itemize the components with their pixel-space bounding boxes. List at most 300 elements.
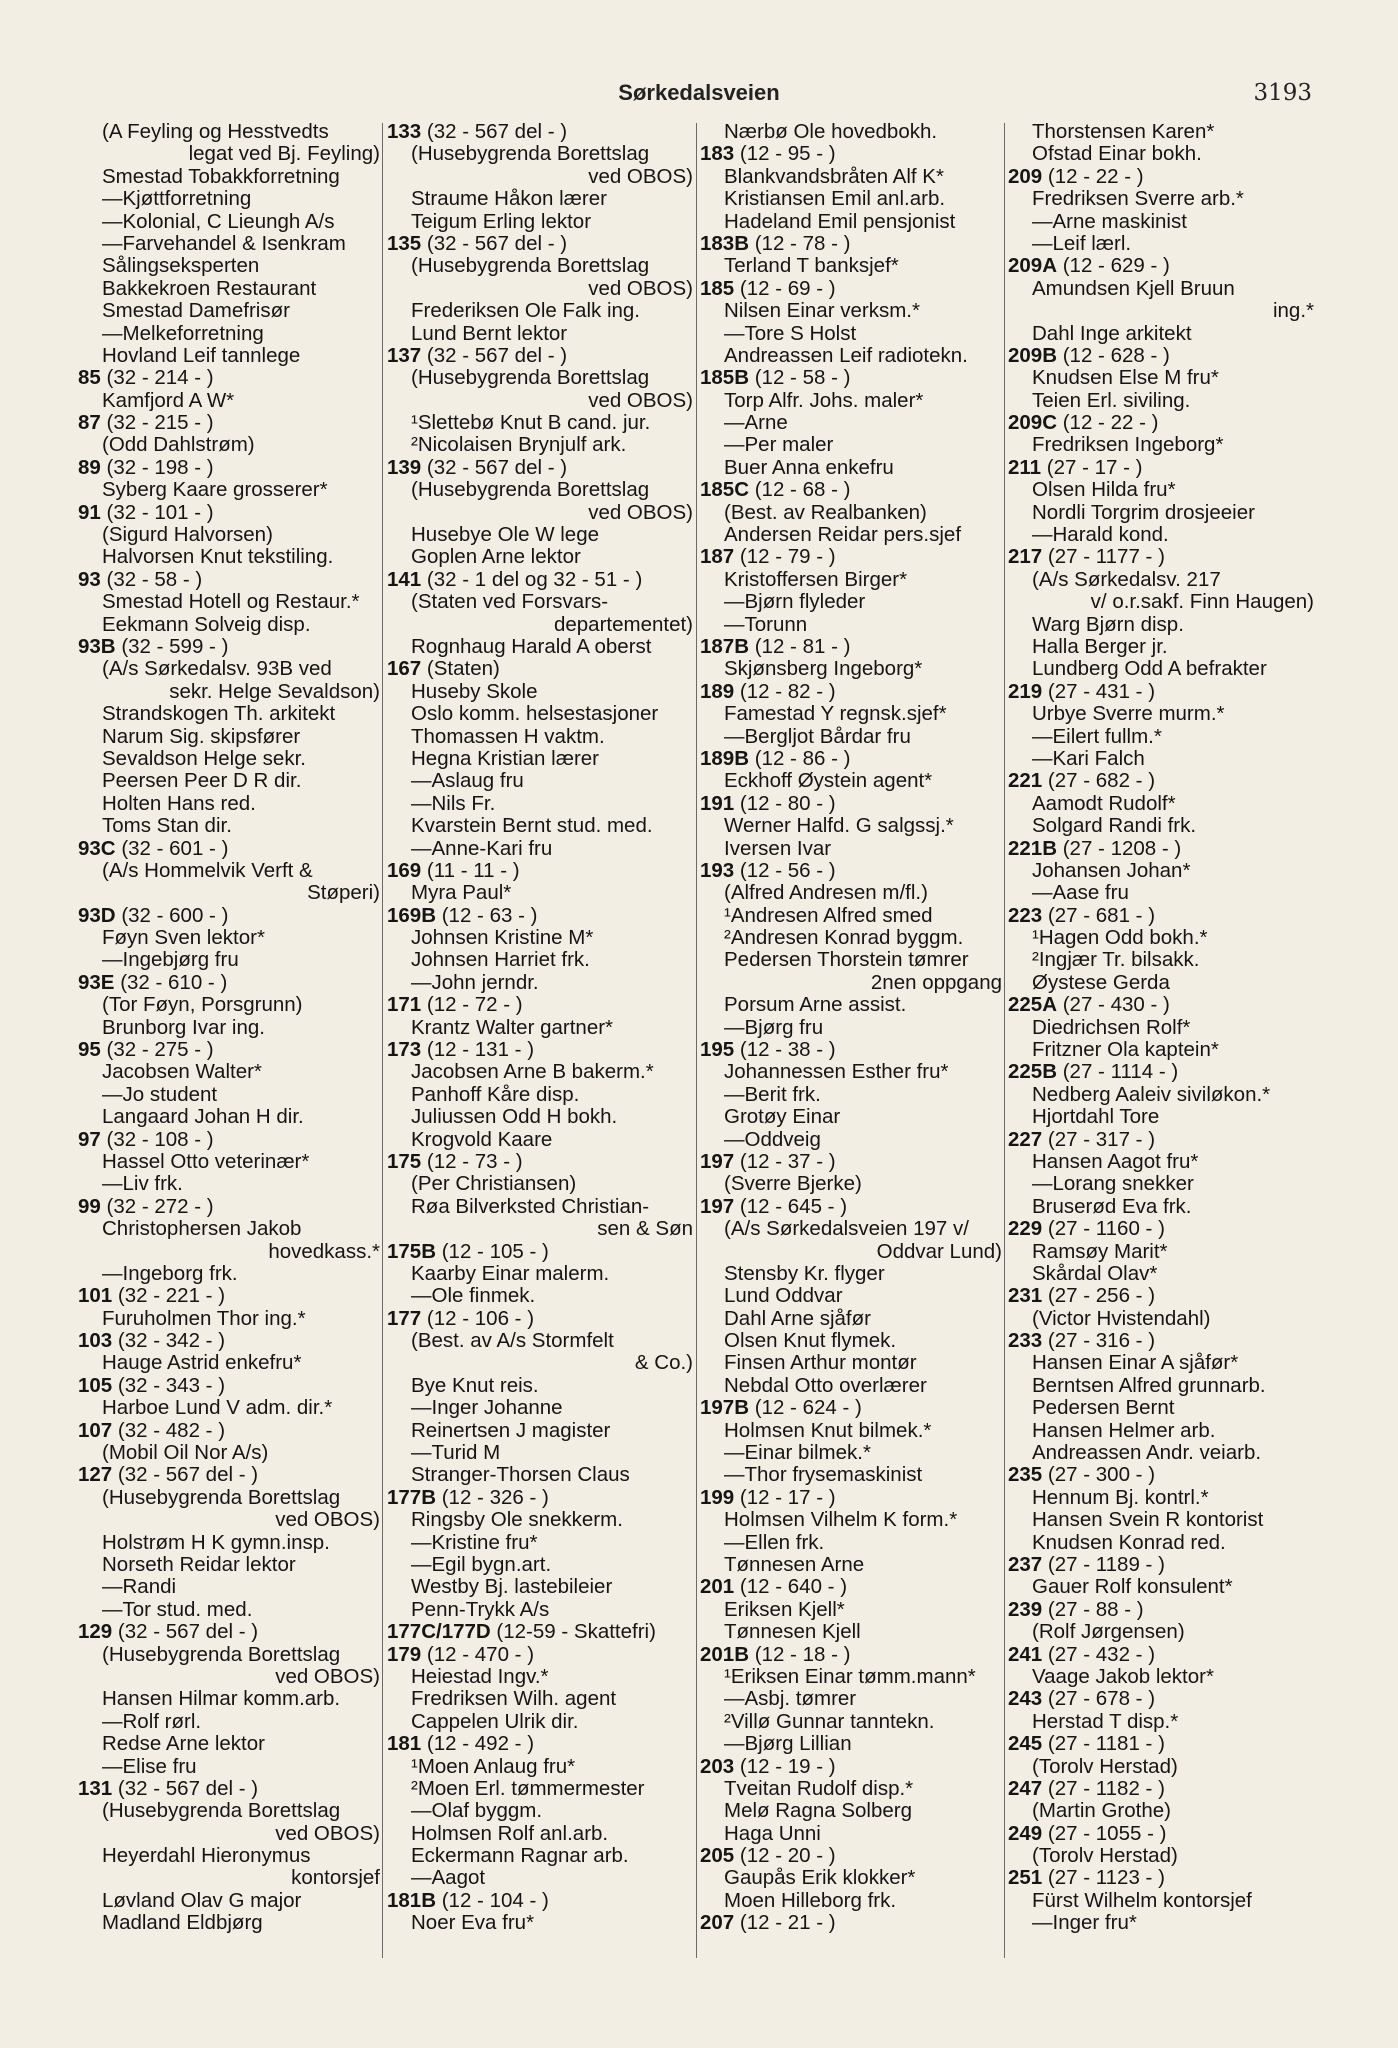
resident-line: sen & Søn — [597, 1218, 693, 1241]
house-number-line — [387, 345, 693, 367]
resident-line: —Ingebjørg fru — [102, 949, 239, 972]
house-number-line — [1008, 1554, 1314, 1576]
resident-line: —Ole finmek. — [411, 1285, 536, 1308]
house-number: 101 — [78, 1285, 113, 1308]
property-reference: (27 - 1208 - ) — [1062, 837, 1182, 860]
property-reference: (12 - 82 - ) — [739, 680, 836, 703]
resident-line: Sålingseksperten — [102, 255, 260, 278]
house-number-line — [1008, 1464, 1314, 1486]
property-reference: (12 - 470 - ) — [426, 1643, 535, 1666]
house-number-line — [78, 569, 380, 591]
property-reference: (12 - 645 - ) — [739, 1195, 848, 1218]
house-number-line — [700, 1644, 1002, 1666]
house-number-line — [1008, 345, 1314, 367]
resident-line: (Mobil Oil Nor A/s) — [102, 1442, 269, 1465]
house-number-line — [78, 1778, 380, 1800]
property-reference: (12 - 63 - ) — [441, 904, 538, 927]
house-number-line — [1008, 1285, 1314, 1307]
house-number: 183 — [700, 143, 735, 166]
resident-line: Gaupås Erik klokker* — [724, 1867, 916, 1890]
resident-line: —Berit frk. — [724, 1083, 821, 1106]
resident-line: Støperi) — [307, 882, 380, 905]
resident-line: sekr. Helge Sevaldson) — [169, 680, 380, 703]
property-reference: (27 - 317 - ) — [1047, 1128, 1156, 1151]
property-reference: (12-59 - Skattefri) — [496, 1621, 656, 1644]
house-number-line — [1008, 1330, 1314, 1352]
resident-line: (Martin Grothe) — [1032, 1800, 1171, 1823]
column-divider — [1004, 123, 1005, 1958]
resident-line: Rognhaug Harald A oberst — [411, 635, 652, 658]
resident-line: Tønnesen Kjell — [724, 1621, 861, 1644]
property-reference: (27 - 17 - ) — [1046, 456, 1143, 479]
resident-line: Melø Ragna Solberg — [724, 1800, 913, 1823]
house-number-line — [78, 1621, 380, 1643]
house-number: 175B — [387, 1240, 437, 1263]
resident-line: legat ved Bj. Feyling) — [188, 143, 380, 166]
resident-line: kontorsjef — [291, 1867, 380, 1890]
resident-line: (Sigurd Halvorsen) — [102, 524, 273, 547]
resident-line: Nebdal Otto overlærer — [724, 1374, 927, 1397]
resident-line: ing.* — [1272, 300, 1314, 323]
property-reference: (27 - 1123 - ) — [1047, 1867, 1165, 1890]
house-number-line — [387, 121, 693, 143]
resident-line: Andreassen Andr. veiarb. — [1032, 1442, 1262, 1465]
house-number: 201 — [700, 1576, 735, 1599]
property-reference: (32 - 600 - ) — [121, 904, 229, 927]
resident-line: Solgard Randi frk. — [1032, 815, 1197, 838]
resident-line: Myra Paul* — [411, 882, 512, 905]
property-reference: (32 - 599 - ) — [121, 635, 229, 658]
house-number-line — [700, 636, 1002, 658]
house-number: 93B — [78, 635, 116, 658]
resident-line: Famestad Y regnsk.sjef* — [724, 703, 947, 726]
resident-line: Herstad T disp.* — [1032, 1710, 1179, 1733]
resident-line: Husebye Ole W lege — [411, 524, 600, 547]
resident-line: Hansen Hilmar komm.arb. — [102, 1688, 341, 1711]
resident-line: Holstrøm H K gymn.insp. — [102, 1531, 330, 1554]
resident-line: Kaarby Einar malerm. — [411, 1262, 610, 1285]
property-reference: (32 - 221 - ) — [117, 1285, 226, 1308]
resident-line: Stensby Kr. flyger — [724, 1262, 885, 1285]
resident-line: (Torolv Herstad) — [1032, 1755, 1178, 1778]
resident-line: Fürst Wilhelm kontorsjef — [1032, 1889, 1252, 1912]
resident-line: Føyn Sven lektor* — [102, 927, 265, 950]
house-number-line — [78, 905, 380, 927]
house-number: 217 — [1008, 546, 1043, 569]
property-reference: (12 - 131 - ) — [426, 1039, 535, 1062]
property-reference: (32 - 215 - ) — [106, 412, 214, 435]
house-number-line — [700, 1397, 1002, 1419]
resident-line: —Melkeforretning — [102, 322, 264, 345]
resident-line: (A/s Sørkedalsv. 93B ved — [102, 658, 332, 681]
resident-line: ved OBOS) — [588, 389, 693, 412]
resident-line: Oddvar Lund) — [876, 1240, 1002, 1263]
resident-line: Stranger-Thorsen Claus — [411, 1464, 630, 1487]
resident-line: —Einar bilmek.* — [724, 1442, 871, 1465]
resident-line: 2nen oppgang — [870, 971, 1002, 994]
house-number: 177B — [387, 1486, 437, 1509]
house-number: 209A — [1008, 255, 1058, 278]
house-number-line — [700, 1487, 1002, 1509]
resident-line: Eckhoff Øystein agent* — [724, 770, 933, 793]
house-number: 93D — [78, 904, 116, 927]
house-number-line — [387, 1487, 693, 1509]
property-reference: (27 - 1177 - ) — [1047, 546, 1165, 569]
resident-line: Røa Bilverksted Christian- — [411, 1195, 650, 1218]
resident-line: —Inger Johanne — [411, 1397, 563, 1420]
resident-line: —Tor stud. med. — [102, 1598, 253, 1621]
house-number: 91 — [78, 501, 101, 524]
resident-line: Heyerdahl Hieronymus — [102, 1845, 311, 1868]
resident-line: —Elise fru — [102, 1755, 197, 1778]
house-number-line — [1008, 1061, 1314, 1083]
house-number: 197B — [700, 1397, 750, 1420]
house-number: 131 — [78, 1777, 113, 1800]
house-number: 127 — [78, 1464, 113, 1487]
house-number-line — [1008, 905, 1314, 927]
house-number: 241 — [1008, 1643, 1043, 1666]
house-number: 207 — [700, 1912, 735, 1935]
house-number-line — [700, 1196, 1002, 1218]
house-number-line — [78, 838, 380, 860]
resident-line: —Inger fru* — [1032, 1912, 1137, 1935]
resident-line: ²Villø Gunnar tanntekn. — [724, 1710, 935, 1733]
resident-line: Skjønsberg Ingeborg* — [724, 658, 923, 681]
house-number-line — [1008, 994, 1314, 1016]
property-reference: (12 - 21 - ) — [739, 1912, 836, 1935]
house-number: 93 — [78, 568, 101, 591]
resident-line: Hansen Einar A sjåfør* — [1032, 1352, 1239, 1375]
resident-line: v/ o.r.sakf. Finn Haugen) — [1090, 591, 1314, 614]
resident-line: Løvland Olav G major — [102, 1889, 302, 1912]
house-number: 221B — [1008, 837, 1058, 860]
resident-line: (Husebygrenda Borettslag — [411, 367, 650, 390]
resident-line: Reinertsen J magister — [411, 1419, 611, 1442]
house-number-line — [700, 367, 1002, 389]
house-number-line — [78, 972, 380, 994]
house-number: 209 — [1008, 165, 1043, 188]
resident-line: Hauge Astrid enkefru* — [102, 1352, 302, 1375]
resident-line: —Asbj. tømrer — [724, 1688, 857, 1711]
resident-line: Harboe Lund V adm. dir.* — [102, 1397, 333, 1420]
property-reference: (12 - 492 - ) — [426, 1733, 535, 1756]
resident-line: Westby Bj. lastebileier — [411, 1576, 613, 1599]
resident-line: Madland Eldbjørg — [102, 1912, 263, 1935]
house-number: 133 — [387, 121, 422, 143]
property-reference: (32 - 272 - ) — [106, 1195, 214, 1218]
resident-line: —Ellen frk. — [724, 1531, 825, 1554]
house-number-line — [387, 994, 693, 1016]
house-number: 129 — [78, 1621, 113, 1644]
house-number-line — [78, 636, 380, 658]
resident-line: Nordli Torgrim drosjeeier — [1032, 501, 1255, 524]
resident-line: Straume Håkon lærer — [411, 188, 607, 211]
resident-line: Langaard Johan H dir. — [102, 1106, 304, 1129]
resident-line: —Thor frysemaskinist — [724, 1464, 923, 1487]
property-reference: (12 - 95 - ) — [739, 143, 836, 166]
directory-column-3 — [700, 121, 1002, 1935]
property-reference: (12 - 105 - ) — [441, 1240, 549, 1263]
resident-line: Cappelen Ulrik dir. — [411, 1710, 579, 1733]
resident-line: (Best. av Realbanken) — [724, 501, 927, 524]
resident-line: Smestad Tobakkforretning — [102, 165, 340, 188]
house-number: 99 — [78, 1195, 101, 1218]
house-number-line — [387, 1644, 693, 1666]
property-reference: (32 - 58 - ) — [106, 568, 203, 591]
resident-line: —Aslaug fru — [411, 770, 524, 793]
resident-line: Norseth Reidar lektor — [102, 1554, 296, 1576]
resident-line: Oslo komm. helsestasjoner — [411, 703, 659, 726]
resident-line: Strandskogen Th. arkitekt — [102, 703, 336, 726]
house-number: 187 — [700, 546, 735, 569]
house-number-line — [78, 457, 380, 479]
house-number-line — [387, 860, 693, 882]
house-number: 179 — [387, 1643, 422, 1666]
resident-line: Vaage Jakob lektor* — [1032, 1665, 1214, 1688]
property-reference: (32 - 101 - ) — [106, 501, 214, 524]
property-reference: (12 - 86 - ) — [754, 747, 851, 770]
resident-line: Eckermann Ragnar arb. — [411, 1845, 629, 1868]
house-number-line — [78, 1464, 380, 1486]
property-reference: (12 - 73 - ) — [426, 1150, 523, 1173]
property-reference: (12 - 79 - ) — [739, 546, 836, 569]
property-reference: (32 - 567 del - ) — [117, 1464, 259, 1487]
resident-line: ved OBOS) — [275, 1509, 380, 1532]
house-number-line — [700, 1151, 1002, 1173]
property-reference: (Staten) — [426, 658, 500, 681]
house-number-line — [1008, 1778, 1314, 1800]
house-number-line — [387, 1241, 693, 1263]
column-divider — [382, 123, 383, 1958]
resident-line: Jacobsen Arne B bakerm.* — [411, 1061, 654, 1084]
resident-line: ¹Andresen Alfred smed — [724, 904, 933, 927]
resident-line: —Olaf byggm. — [411, 1800, 543, 1823]
resident-line: Furuholmen Thor ing.* — [102, 1307, 306, 1330]
house-number-line — [700, 793, 1002, 815]
house-number-line — [78, 1285, 380, 1307]
house-number: 243 — [1008, 1688, 1043, 1711]
house-number: 193 — [700, 859, 735, 882]
directory-column-4 — [1008, 121, 1314, 1935]
resident-line: Bruserød Eva frk. — [1032, 1195, 1192, 1218]
house-number: 139 — [387, 456, 422, 479]
resident-line: ved OBOS) — [588, 501, 693, 524]
resident-line: Hansen Svein R kontorist — [1032, 1509, 1264, 1532]
resident-line: ¹Hagen Odd bokh.* — [1032, 927, 1208, 950]
resident-line: Fredriksen Ingeborg* — [1032, 434, 1224, 457]
property-reference: (12 - 72 - ) — [426, 994, 523, 1017]
resident-line: Ramsøy Marit* — [1032, 1240, 1168, 1263]
house-number-line — [78, 367, 380, 389]
property-reference: (32 - 275 - ) — [106, 1039, 214, 1062]
house-number: 219 — [1008, 680, 1043, 703]
house-number: 167 — [387, 658, 422, 681]
property-reference: (27 - 682 - ) — [1047, 770, 1156, 793]
house-number-line — [700, 1912, 1002, 1934]
house-number: 177C/177D — [387, 1621, 491, 1644]
resident-line: Teigum Erling lektor — [411, 210, 592, 233]
resident-line: Bakkekroen Restaurant — [102, 277, 317, 300]
house-number-line — [1008, 1867, 1314, 1889]
page-title: Sørkedalsveien — [618, 80, 780, 105]
property-reference: (27 - 1114 - ) — [1062, 1061, 1179, 1084]
resident-line: Johnsen Kristine M* — [411, 927, 594, 950]
property-reference: (27 - 678 - ) — [1047, 1688, 1156, 1711]
property-reference: (32 - 482 - ) — [117, 1419, 226, 1442]
resident-line: Syberg Kaare grosserer* — [102, 479, 328, 502]
house-number-line — [78, 1420, 380, 1442]
house-number: 211 — [1008, 456, 1042, 479]
house-number-line — [78, 502, 380, 524]
resident-line: & Co.) — [634, 1352, 693, 1375]
house-number-line — [1008, 1599, 1314, 1621]
house-number: 195 — [700, 1039, 735, 1062]
resident-line: —Bjørg Lillian — [724, 1733, 852, 1756]
house-number: 141 — [387, 568, 422, 591]
resident-line: Sevaldson Helge sekr. — [102, 747, 306, 770]
house-number: 173 — [387, 1039, 422, 1062]
house-number-line — [1008, 1129, 1314, 1151]
resident-line: Heiestad Ingv.* — [411, 1665, 549, 1688]
house-number-line — [1008, 1688, 1314, 1710]
house-number-line — [387, 1308, 693, 1330]
property-reference: (12 - 81 - ) — [754, 635, 851, 658]
resident-line: (Best. av A/s Stormfelt — [411, 1330, 614, 1353]
house-number-line — [1008, 1218, 1314, 1240]
house-number: 177 — [387, 1307, 422, 1330]
column-divider — [696, 123, 697, 1958]
house-number-line — [1008, 770, 1314, 792]
property-reference: (12 - 80 - ) — [739, 792, 836, 815]
resident-line: (Husebygrenda Borettslag — [102, 1643, 341, 1666]
resident-line: Brunborg Ivar ing. — [102, 1016, 265, 1039]
resident-line: —Tore S Holst — [724, 322, 857, 345]
resident-line: —Randi — [102, 1576, 177, 1599]
resident-line: Peersen Peer D R dir. — [102, 770, 302, 793]
resident-line: (Victor Hvistendahl) — [1032, 1307, 1211, 1330]
house-number-line — [78, 1375, 380, 1397]
directory-column-2 — [387, 121, 693, 1935]
resident-line: Redse Arne lektor — [102, 1733, 265, 1756]
resident-line: ¹Moen Anlaug fru* — [411, 1755, 576, 1778]
property-reference: (12 - 38 - ) — [739, 1039, 836, 1062]
resident-line: (Husebygrenda Borettslag — [411, 255, 650, 278]
house-number-line — [1008, 457, 1314, 479]
house-number-line — [700, 233, 1002, 255]
resident-line: Johnsen Harriet frk. — [411, 949, 590, 972]
resident-line: —Lorang snekker — [1032, 1173, 1194, 1196]
property-reference: (27 - 300 - ) — [1047, 1464, 1156, 1487]
resident-line: Grotøy Einar — [724, 1106, 841, 1129]
house-number: 169 — [387, 859, 422, 882]
resident-line: —Nils Fr. — [411, 792, 496, 815]
resident-line: Dahl Arne sjåfør — [724, 1307, 871, 1330]
resident-line: Nedberg Aaleiv siviløkon.* — [1032, 1083, 1271, 1106]
house-number: 93E — [78, 971, 115, 994]
resident-line: Johansen Johan* — [1032, 859, 1191, 882]
resident-line: Halla Berger jr. — [1032, 635, 1168, 658]
resident-line: (A/s Hommelvik Verft & — [102, 859, 313, 882]
resident-line: Ofstad Einar bokh. — [1032, 143, 1202, 166]
house-number: 105 — [78, 1374, 113, 1397]
resident-line: Krantz Walter gartner* — [411, 1016, 614, 1039]
property-reference: (12 - 78 - ) — [754, 232, 851, 255]
resident-line: Moen Hilleborg frk. — [724, 1889, 897, 1912]
house-number: 203 — [700, 1755, 735, 1778]
property-reference: (32 - 343 - ) — [117, 1374, 226, 1397]
resident-line: Knudsen Else M fru* — [1032, 367, 1219, 390]
property-reference: (27 - 1181 - ) — [1047, 1733, 1165, 1756]
house-number-line — [387, 233, 693, 255]
resident-line: Gauer Rolf konsulent* — [1032, 1576, 1233, 1599]
property-reference: (12 - 640 - ) — [739, 1576, 848, 1599]
resident-line: Haga Unni — [724, 1822, 821, 1845]
resident-line: Huseby Skole — [411, 680, 538, 703]
property-reference: (12 - 18 - ) — [754, 1643, 851, 1666]
property-reference: (27 - 430 - ) — [1062, 994, 1170, 1017]
resident-line: (Husebygrenda Borettslag — [411, 479, 650, 502]
resident-line: —Per maler — [724, 434, 834, 457]
resident-line: Kvarstein Bernt stud. med. — [411, 815, 653, 838]
house-number-line — [1008, 1733, 1314, 1755]
resident-line: Iversen Ivar — [724, 837, 832, 860]
house-number: 103 — [78, 1330, 113, 1353]
property-reference: (32 - 567 del - ) — [426, 456, 568, 479]
house-number-line — [387, 1621, 693, 1643]
property-reference: (27 - 1182 - ) — [1047, 1777, 1165, 1800]
house-number: 169B — [387, 904, 437, 927]
house-number: 187B — [700, 635, 750, 658]
property-reference: (27 - 256 - ) — [1047, 1285, 1156, 1308]
resident-line: Tveitan Rudolf disp.* — [724, 1777, 914, 1800]
house-number-line — [387, 1039, 693, 1061]
resident-line: Lundberg Odd A befrakter — [1032, 658, 1267, 681]
house-number-line — [1008, 546, 1314, 568]
resident-line: (Odd Dahlstrøm) — [102, 434, 255, 457]
resident-line: —Aagot — [411, 1867, 486, 1890]
house-number: 181 — [387, 1733, 422, 1756]
resident-line: (A/s Sørkedalsv. 217 — [1032, 568, 1221, 591]
resident-line: Bye Knut reis. — [411, 1374, 539, 1397]
resident-line: ¹Eriksen Einar tømm.mann* — [724, 1665, 976, 1688]
house-number-line — [700, 143, 1002, 165]
resident-line: —Kjøttforretning — [102, 188, 252, 211]
resident-line: (Husebygrenda Borettslag — [102, 1486, 341, 1509]
resident-line: Skårdal Olav* — [1032, 1262, 1158, 1285]
property-reference: (27 - 316 - ) — [1047, 1330, 1156, 1353]
resident-line: Diedrichsen Rolf* — [1032, 1016, 1191, 1039]
house-number: 87 — [78, 412, 101, 435]
house-number-line — [700, 681, 1002, 703]
resident-line: Toms Stan dir. — [102, 815, 232, 838]
resident-line: —Turid M — [411, 1442, 501, 1465]
resident-line: —Aase fru — [1032, 882, 1129, 905]
property-reference: (32 - 567 del - ) — [426, 121, 568, 143]
property-reference: (12 - 19 - ) — [739, 1755, 836, 1778]
house-number: 183B — [700, 232, 750, 255]
resident-line: Olsen Knut flymek. — [724, 1330, 897, 1353]
house-number: 181B — [387, 1889, 437, 1912]
house-number: 205 — [700, 1845, 735, 1868]
house-number-line — [700, 1039, 1002, 1061]
resident-line: Johannessen Esther fru* — [724, 1061, 949, 1084]
resident-line: Finsen Arthur montør — [724, 1352, 917, 1375]
resident-line: Kamfjord A W* — [102, 389, 235, 412]
resident-line: Hovland Leif tannlege — [102, 344, 301, 367]
house-number-line — [387, 658, 693, 680]
property-reference: (12 - 58 - ) — [754, 367, 851, 390]
resident-line: Thomassen H vaktm. — [411, 725, 605, 748]
